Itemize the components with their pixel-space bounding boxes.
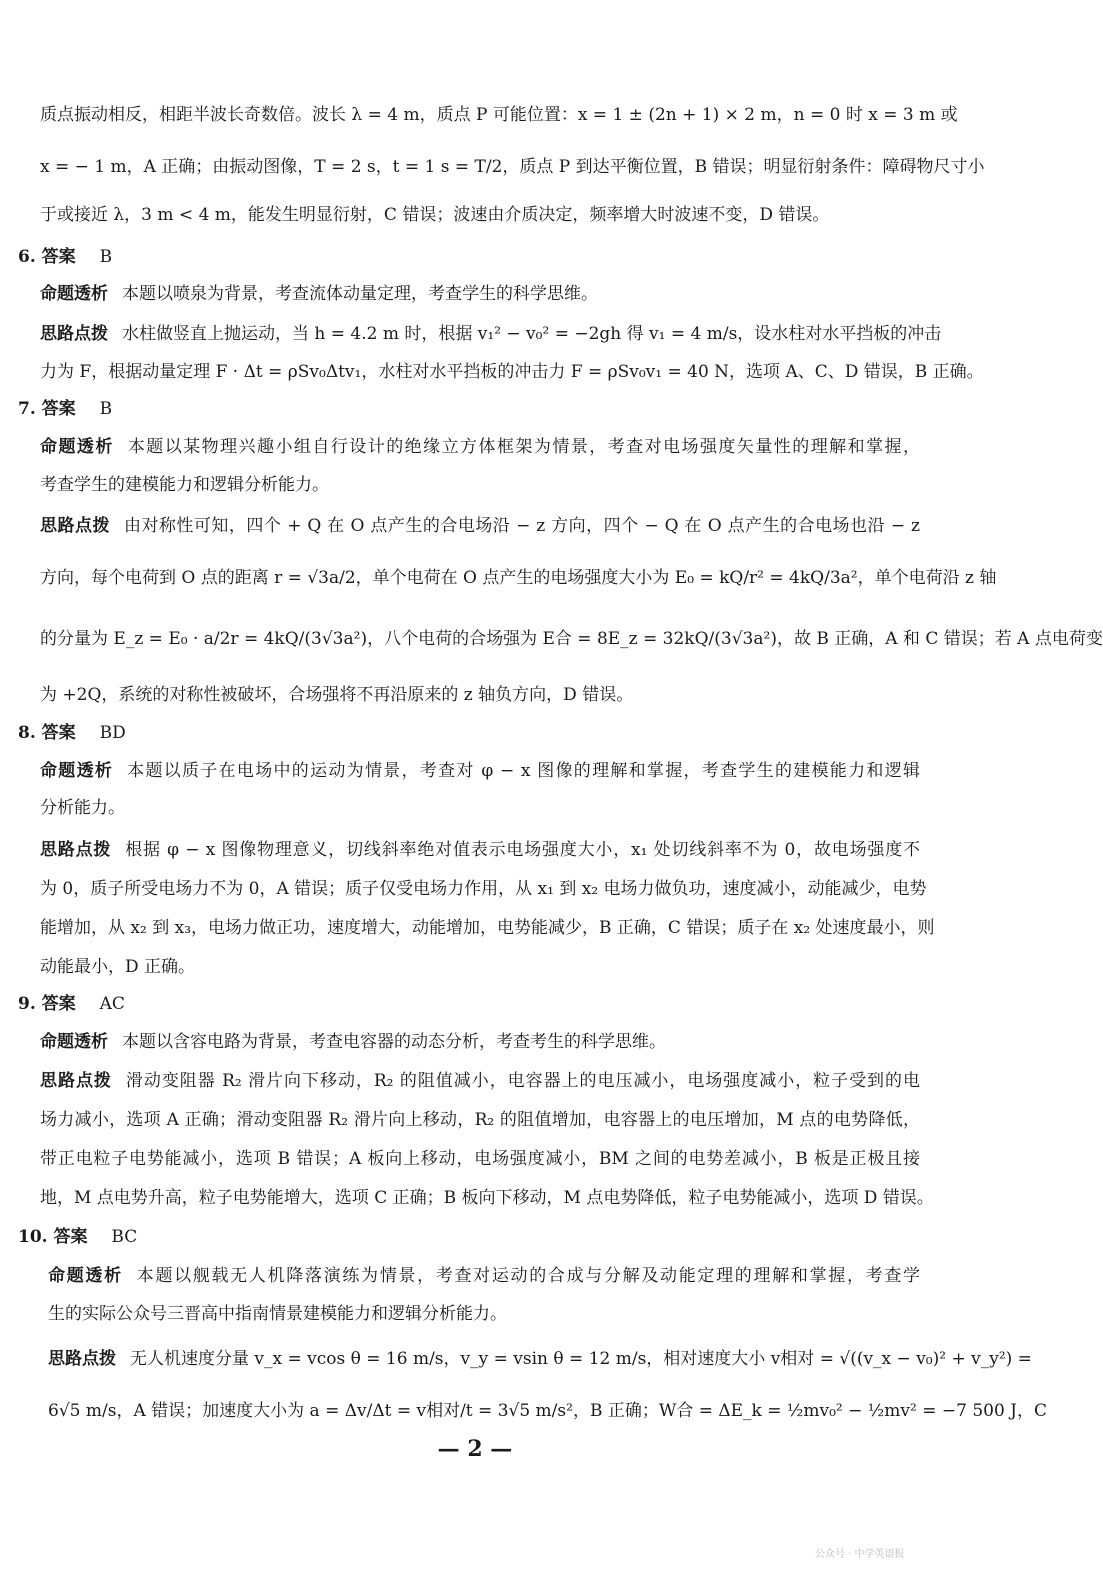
q10-hint-line-1 xyxy=(48,1348,1032,1370)
hint-text: 根据 φ − x 图像物理意义，切线斜率绝对值表示电场强度大小，x₁ 处切线斜率不为 0，故电场强度不 xyxy=(125,840,921,860)
q9-hint-line-3: 带正电粒子电势能减小，选项 B 错误；A 板向上移动，电场强度减小，BM 之间的电势差减小，B 板是正极且接 xyxy=(40,1149,920,1169)
q5-text-line-2: x = − 1 m，A 正确；由振动图像，T = 2 s，t = 1 s = T/2，质点 P 到达平衡位置，B 错误；明显衍射条件：障碍物尺寸小 xyxy=(40,157,985,177)
intent-text: 本题以质子在电场中的运动为情景，考查对 φ − x 图像的理解和掌握，考查学生的建模能力和逻辑 xyxy=(127,761,920,781)
q8-hint-line-3: 能增加，从 x₂ 到 x₃，电场力做正功，速度增大，动能增加，电势能减少，B 正确，C 错误；质子在 x₂ 处速度最小，则 xyxy=(40,918,935,938)
q7-hint-line-4: 为 +2Q，系统的对称性被破坏，合场强将不再沿原来的 z 轴负方向，D 错误。 xyxy=(40,685,634,705)
intent-text: 本题以喷泉为背景，考查流体动量定理，考查学生的科学思维。 xyxy=(122,284,598,304)
q6-hint-line-2: 力为 F，根据动量定理 F · Δt = ρSv₀Δtv₁，水柱对水平挡板的冲击力 F = ρSv₀v₁ = 40 N，选项 A、C、D 错误，B 正确。 xyxy=(40,362,984,382)
q7-intent-line-2: 考查学生的建模能力和逻辑分析能力。 xyxy=(40,475,329,495)
hint-text: 水柱做竖直上抛运动，当 h = 4.2 m 时，根据 v₁² − v₀² = −2gh 得 v₁ = 4 m/s，设水柱对水平挡板的冲击 xyxy=(122,324,942,344)
answer-label: 答案 xyxy=(41,399,76,419)
answer-value: B xyxy=(99,247,113,267)
answer-label: 答案 xyxy=(41,994,76,1014)
question-number: 6. xyxy=(18,247,36,267)
question-number: 10. xyxy=(18,1227,48,1247)
q6-answer-heading xyxy=(18,246,112,268)
q5-text-line-3: 于或接近 λ，3 m < 4 m，能发生明显衍射，C 错误；波速由介质决定，频率增大时波速不变，D 错误。 xyxy=(40,205,830,225)
answer-value: BC xyxy=(111,1227,138,1247)
q9-hint-line-1 xyxy=(40,1070,920,1092)
q9-answer-heading xyxy=(18,993,125,1015)
hint-text: 由对称性可知，四个 + Q 在 O 点产生的合电场沿 − z 方向，四个 − Q 在 O 点产生的合电场也沿 − z xyxy=(123,516,920,536)
intent-label: 命题透析 xyxy=(40,1032,108,1052)
answer-value: BD xyxy=(99,723,126,743)
answer-value: AC xyxy=(99,994,125,1014)
q8-hint-line-2: 为 0，质子所受电场力不为 0，A 错误；质子仅受电场力作用，从 x₁ 到 x₂ 电场力做负功，速度减小，动能减少，电势 xyxy=(40,879,927,899)
q7-answer-heading xyxy=(18,398,112,420)
q8-answer-heading xyxy=(18,722,126,744)
q9-intent xyxy=(40,1031,666,1053)
hint-label: 思路点拨 xyxy=(40,840,112,860)
intent-label: 命题透析 xyxy=(48,1266,123,1286)
q7-hint-line-3: 的分量为 E_z = E₀ · a/2r = 4kQ/(3√3a²)，八个电荷的合场强为 E合 = 8E_z = 32kQ/(3√3a²)，故 B 正确，A 和 C 错误；若 A 点电荷变 xyxy=(40,629,1103,649)
answer-label: 答案 xyxy=(41,723,76,743)
hint-label: 思路点拨 xyxy=(40,516,110,536)
q5-text-line-1: 质点振动相反，相距半波长奇数倍。波长 λ = 4 m，质点 P 可能位置：x = 1 ± (2n + 1) × 2 m，n = 0 时 x = 3 m 或 xyxy=(40,105,958,125)
hint-label: 思路点拨 xyxy=(40,1071,112,1091)
intent-text: 本题以舰载无人机降落演练为情景，考查对运动的合成与分解及动能定理的理解和掌握，考查学 xyxy=(136,1266,921,1286)
intent-label: 命题透析 xyxy=(40,437,114,457)
watermark: 公众号 · 中学英语报 xyxy=(815,1549,905,1560)
question-number: 9. xyxy=(18,994,36,1014)
q6-intent xyxy=(40,283,598,305)
hint-text: 滑动变阻器 R₂ 滑片向下移动，R₂ 的阻值减小，电容器上的电压减小，电场强度减小，粒子受到的电 xyxy=(125,1071,921,1091)
q10-hint-line-2: 6√5 m/s，A 错误；加速度大小为 a = Δv/Δt = v相对/t = 3√5 m/s²，B 正确；W合 = ΔE_k = ½mv₀² − ½mv² = −7 500 J，C xyxy=(48,1401,1047,1421)
q6-hint-line-1 xyxy=(40,323,942,345)
q8-intent-line-2: 分析能力。 xyxy=(40,798,125,818)
hint-label: 思路点拨 xyxy=(48,1349,116,1369)
page-number: — 2 — xyxy=(437,1436,513,1462)
q10-answer-heading xyxy=(18,1226,137,1248)
q9-hint-line-2: 场力减小，选项 A 正确；滑动变阻器 R₂ 滑片向上移动，R₂ 的阻值增加，电容器上的电压增加，M 点的电势降低， xyxy=(40,1110,920,1130)
answer-value: B xyxy=(99,399,113,419)
q8-intent-line-1 xyxy=(40,760,920,782)
question-number: 8. xyxy=(18,723,36,743)
intent-label: 命题透析 xyxy=(40,761,114,781)
q7-hint-line-1 xyxy=(40,515,920,537)
intent-text: 本题以某物理兴趣小组自行设计的绝缘立方体框架为情景，考查对电场强度矢量性的理解和掌握， xyxy=(127,437,921,457)
intent-text: 本题以含容电路为背景，考查电容器的动态分析，考查考生的科学思维。 xyxy=(122,1032,666,1052)
answer-label: 答案 xyxy=(53,1227,88,1247)
q8-hint-line-4: 动能最小，D 正确。 xyxy=(40,957,196,977)
intent-label: 命题透析 xyxy=(40,284,108,304)
q10-intent-line-1 xyxy=(48,1265,920,1287)
question-number: 7. xyxy=(18,399,36,419)
q7-intent-line-1 xyxy=(40,436,920,458)
hint-label: 思路点拨 xyxy=(40,324,108,344)
answer-label: 答案 xyxy=(41,247,76,267)
q7-hint-line-2: 方向，每个电荷到 O 点的距离 r = √3a/2，单个电荷在 O 点产生的电场强度大小为 E₀ = kQ/r² = 4kQ/3a²，单个电荷沿 z 轴 xyxy=(40,568,997,588)
q8-hint-line-1 xyxy=(40,839,920,861)
q10-intent-line-2: 生的实际公众号三晋高中指南情景建模能力和逻辑分析能力。 xyxy=(48,1304,507,1324)
q9-hint-line-4: 地，M 点电势升高，粒子电势能增大，选项 C 正确；B 板向下移动，M 点电势降低，粒子电势能减小，选项 D 错误。 xyxy=(40,1188,934,1208)
hint-text: 无人机速度分量 v_x = vcos θ = 16 m/s，v_y = vsin θ = 12 m/s，相对速度大小 v相对 = √((v_x − v₀)² + v_y²) = xyxy=(130,1349,1032,1369)
